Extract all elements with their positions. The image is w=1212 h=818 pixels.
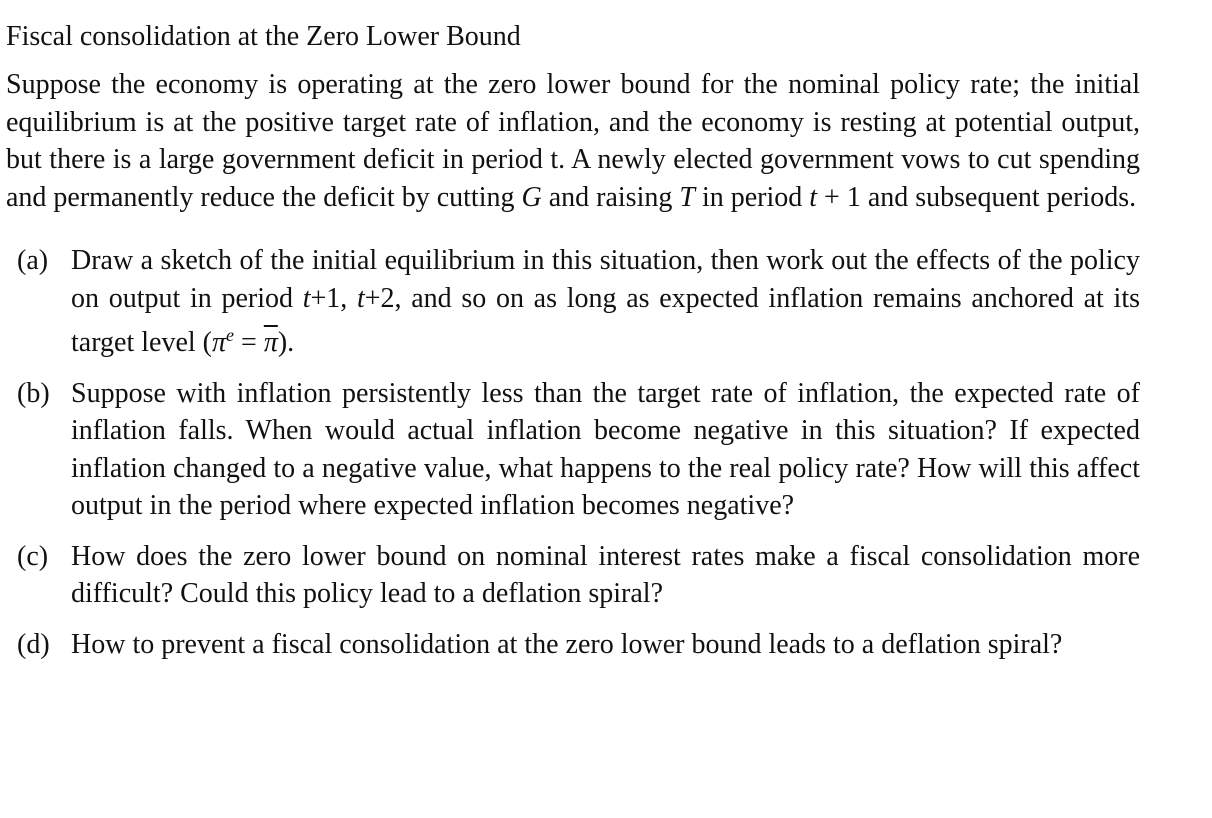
superscript-e: e [226,325,235,345]
question-text: Suppose with inflation persistently less than the target rate of inflation, the expected rate of inflation falls. When would actual inflation become negative in this situation? If expected inflation changed to a negative value, what happens to the real policy rate? How will this affect output in the period where expected inflation becomes negative? [71,377,1140,521]
intro-text: Suppose the economy is operating at the zero lower bound for the nominal policy rate; the initial equilibrium is at the positive target rate of inflation, and the economy is resting at potential output, but there is a large government deficit in period t. A newly elected government vows to cut spending and permanently reduce the deficit by cutting [6,69,1140,213]
question-text: +2, and so on as long as expected inflation remains anchored at its target level ( [71,282,1140,358]
document [6,18,1140,676]
var-g: G [521,181,542,213]
question-text: How does the zero lower bound on nominal interest rates make a fiscal consolidation more difficult? Could this policy lead to a deflation spiral? [71,540,1140,609]
pi-symbol: π [211,327,227,358]
question-label: (c) [17,540,49,572]
question-a [6,242,1140,362]
var-period-t: t [809,181,818,213]
question-text: How to prevent a fiscal consolidation at the zero lower bound leads to a deflation spiral? [71,628,1063,660]
question-label: (b) [17,377,50,409]
question-text: ). [277,327,295,358]
document-title: Fiscal consolidation at the Zero Lower Bound [6,21,521,52]
intro-paragraph [6,66,1140,216]
intro-text: + 1 and subsequent periods. [817,181,1137,213]
question-b [6,375,1140,525]
pi-bar-symbol: $\overline{\pi}$ [263,327,278,358]
var-t: t [356,282,365,314]
question-d [6,626,1140,664]
question-list [6,242,1140,663]
intro-text: in period [694,181,810,213]
question-label: (a) [17,245,49,276]
question-text: +1, [310,282,357,314]
var-t: T [679,181,695,213]
equals-sign: = [234,327,264,358]
intro-text: and raising [541,181,680,213]
question-c [6,538,1140,613]
question-label: (d) [17,628,50,660]
question-text: Draw a sketch of the initial equilibrium in this situation, then work out the effects of the policy on output in period [71,245,1140,314]
var-t: t [302,282,311,314]
